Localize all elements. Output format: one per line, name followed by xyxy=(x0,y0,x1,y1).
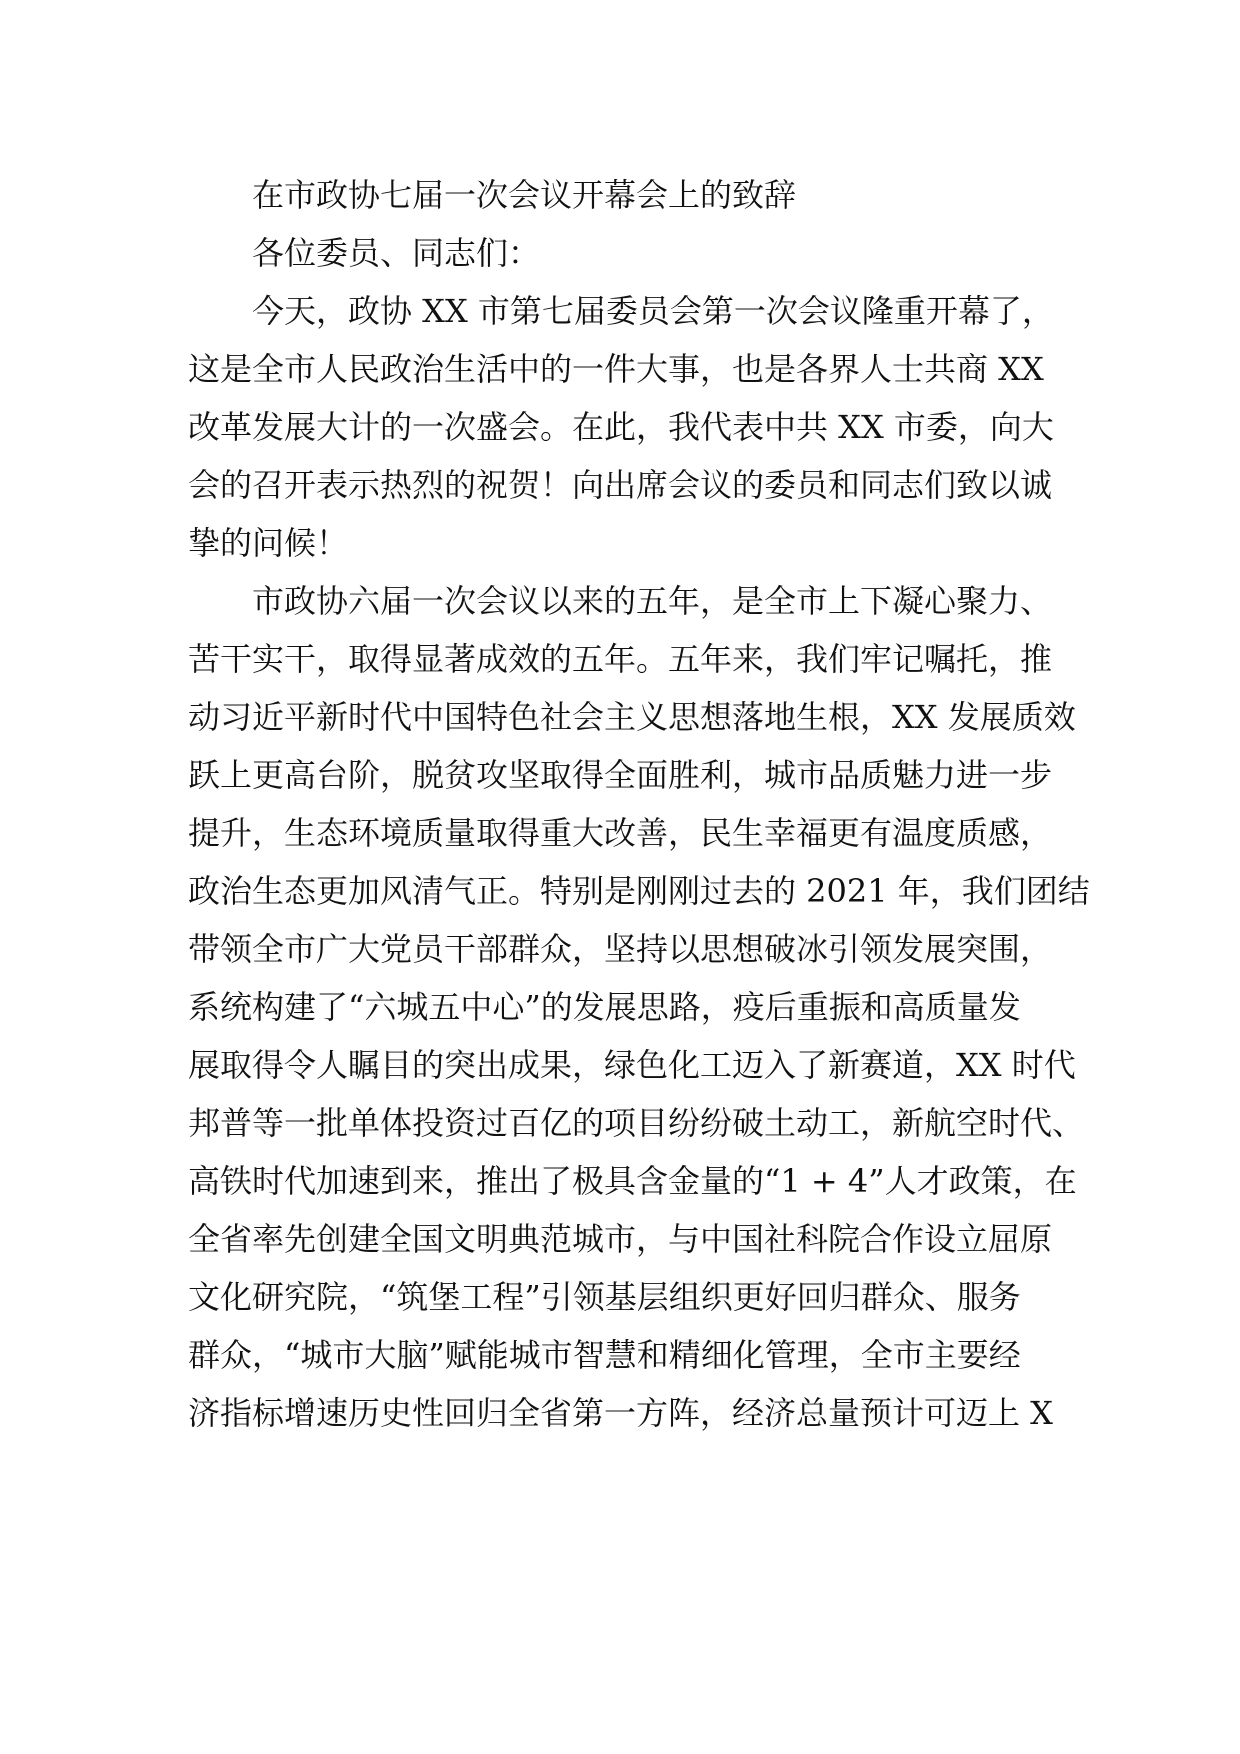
document-title: 在市政协七届一次会议开幕会上的致辞 xyxy=(252,176,797,214)
body-line: 动习近平新时代中国特色社会主义思想落地生根，XX 发展质效 xyxy=(188,698,1076,736)
body-line: 跃上更高台阶，脱贫攻坚取得全面胜利，城市品质魅力进一步 xyxy=(188,756,1053,794)
body-line: 挚的问候！ xyxy=(188,524,349,562)
body-line: 提升，生态环境质量取得重大改善，民生幸福更有温度质感， xyxy=(188,814,1053,852)
body-line: 邦普等一批单体投资过百亿的项目纷纷破土动工，新航空时代、 xyxy=(188,1104,1085,1142)
body-line: 政治生态更加风清气正。特别是刚刚过去的 2021 年，我们团结 xyxy=(188,872,1090,910)
body-line: 文化研究院，“筑堡工程”引领基层组织更好回归群众、服务 xyxy=(188,1278,1021,1316)
body-line: 群众，“城市大脑”赋能城市智慧和精细化管理，全市主要经 xyxy=(188,1336,1021,1374)
body-line: 今天，政协 XX 市第七届委员会第一次会议隆重开幕了， xyxy=(252,292,1054,330)
body-line: 展取得令人瞩目的突出成果，绿色化工迈入了新赛道，XX 时代 xyxy=(188,1046,1076,1084)
body-line: 会的召开表示热烈的祝贺！向出席会议的委员和同志们致以诚 xyxy=(188,466,1053,504)
body-line: 系统构建了“六城五中心”的发展思路，疫后重振和高质量发 xyxy=(188,988,1021,1026)
body-line: 这是全市人民政治生活中的一件大事，也是各界人士共商 XX xyxy=(188,350,1044,388)
body-line: 带领全市广大党员干部群众，坚持以思想破冰引领发展突围， xyxy=(188,930,1053,968)
body-line: 全省率先创建全国文明典范城市，与中国社科院合作设立屈原 xyxy=(188,1220,1053,1258)
body-line: 改革发展大计的一次盛会。在此，我代表中共 XX 市委，向大 xyxy=(188,408,1054,446)
salutation: 各位委员、同志们： xyxy=(252,234,541,272)
body-line: 济指标增速历史性回归全省第一方阵，经济总量预计可迈上 X xyxy=(188,1394,1053,1432)
body-line: 高铁时代加速到来，推出了极具含金量的“1 + 4”人才政策，在 xyxy=(188,1162,1077,1200)
body-line: 苦干实干，取得显著成效的五年。五年来，我们牢记嘱托，推 xyxy=(188,640,1053,678)
body-line: 市政协六届一次会议以来的五年，是全市上下凝心聚力、 xyxy=(252,582,1053,620)
